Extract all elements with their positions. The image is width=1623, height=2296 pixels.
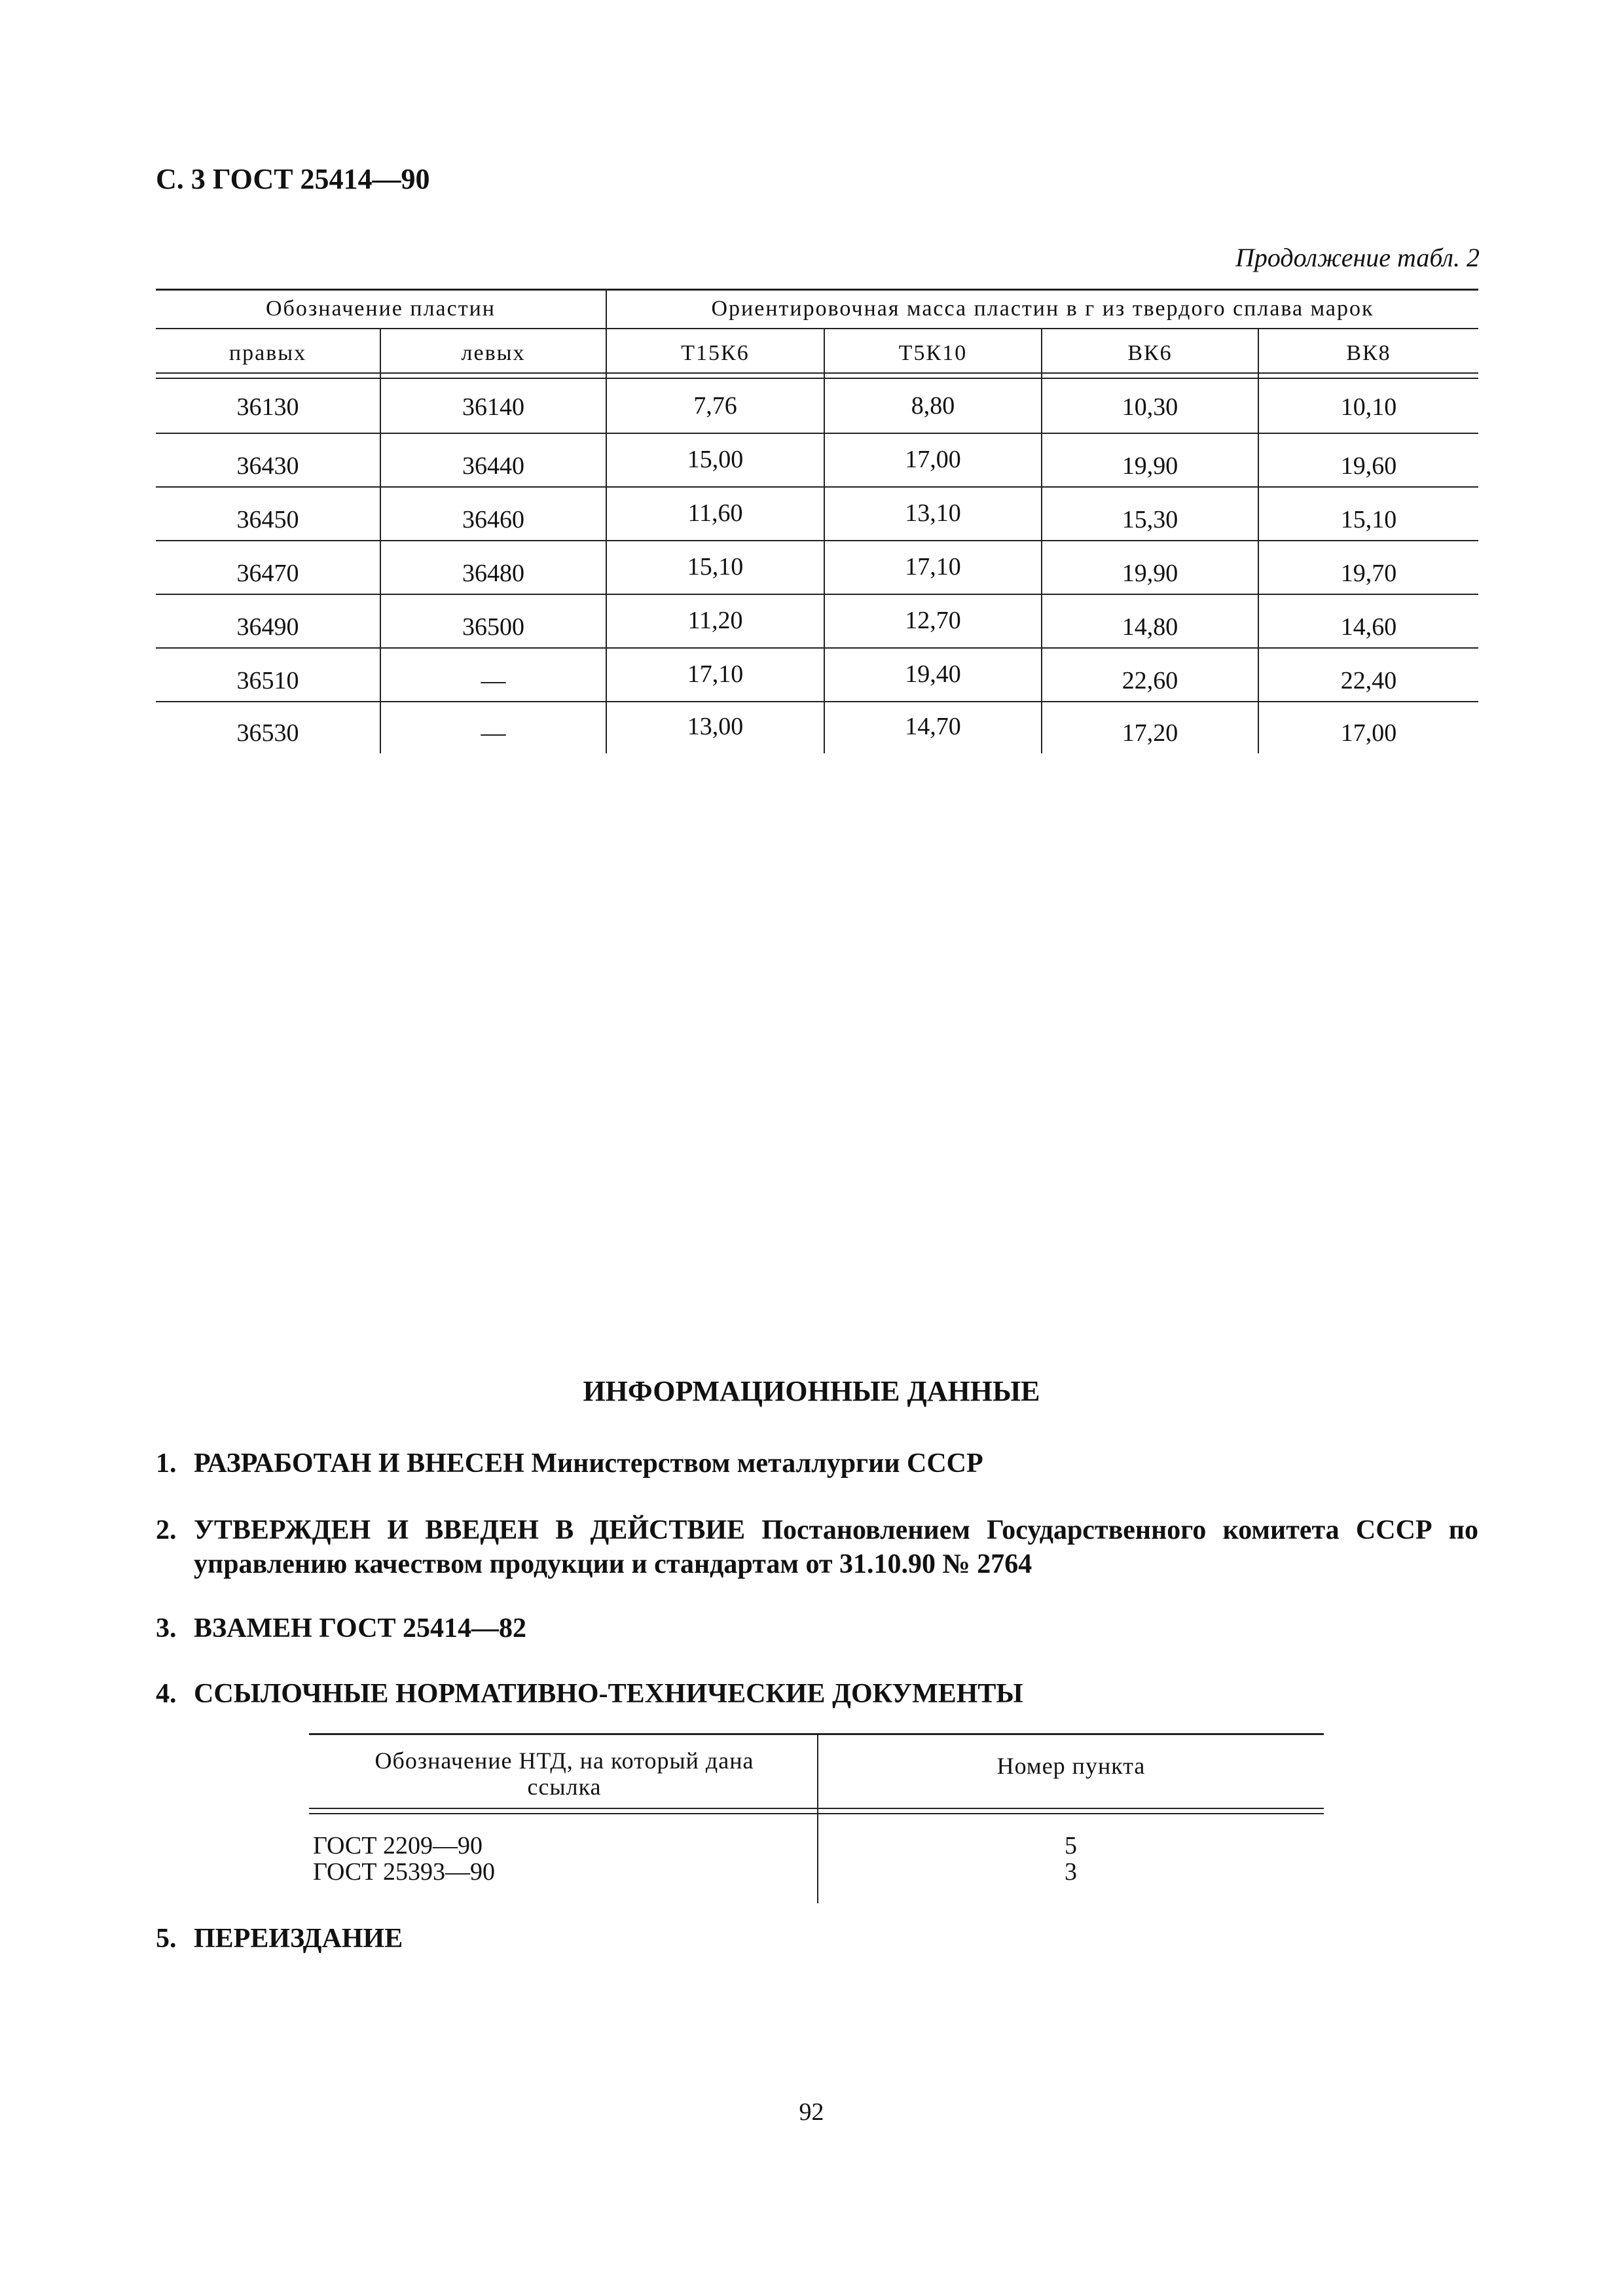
- table-cell: 15,00: [687, 446, 744, 473]
- table-cell: 36490: [236, 613, 299, 641]
- table-cell: 17,00: [1340, 719, 1397, 747]
- table-header-double-rule-1: [156, 372, 1478, 374]
- table-cell: 19,70: [1340, 560, 1397, 587]
- table-cell: 36480: [462, 560, 524, 587]
- ref-clause: 3: [1065, 1858, 1078, 1886]
- table-cell: 10,30: [1122, 393, 1178, 421]
- table-cell: 19,90: [1122, 452, 1178, 480]
- table-cell: 17,20: [1122, 719, 1178, 747]
- table-cell: 17,00: [905, 446, 961, 473]
- table-cell: 36470: [236, 560, 299, 587]
- item-lead: ВЗАМЕН ГОСТ 25414—82: [194, 1613, 527, 1643]
- table-cell: 8,80: [911, 392, 955, 420]
- row-rule: [156, 701, 1478, 702]
- ref-header-clause: Номер пункта: [996, 1753, 1146, 1779]
- ref-header-document: Обозначение НТД, на который дана ссылка: [374, 1748, 754, 1800]
- ref-doc: ГОСТ 25393—90: [313, 1858, 495, 1886]
- table-cell: —: [481, 667, 506, 694]
- table-cell: 36510: [236, 667, 299, 694]
- table-cell: 11,60: [687, 499, 743, 527]
- item-text: Постановлением Государственного комитета СССР по управлению качеством продукции и стандартам от 31.10.90 № 2764: [194, 1515, 1479, 1579]
- table-cell: 12,70: [905, 607, 961, 634]
- table-cell: 36140: [462, 393, 524, 421]
- row-rule: [156, 486, 1478, 488]
- ref-doc: ГОСТ 2209—90: [313, 1832, 483, 1859]
- table-cell: 14,70: [905, 713, 961, 740]
- table-cell: 36530: [236, 719, 299, 747]
- table-cell: 36460: [462, 506, 524, 533]
- item-number: 2.: [156, 1515, 177, 1545]
- references-table: [309, 1733, 1324, 1903]
- row-rule: [156, 594, 1478, 595]
- column-header-left: левых: [461, 341, 526, 365]
- table-cell: 36430: [236, 452, 299, 480]
- group-header-mass: Ориентировочная масса пластин в г из твердого сплава марок: [711, 296, 1374, 321]
- row-rule: [156, 647, 1478, 649]
- column-header-vk8: ВК8: [1346, 341, 1391, 365]
- table-cell: 17,10: [687, 660, 744, 688]
- table-cell: 15,10: [687, 553, 744, 581]
- table-cell: 36500: [462, 613, 524, 641]
- item-lead: ССЫЛОЧНЫЕ НОРМАТИВНО-ТЕХНИЧЕСКИЕ ДОКУМЕНТЫ: [194, 1679, 1023, 1709]
- table-cell: 22,60: [1122, 667, 1178, 694]
- page-number: 92: [799, 2098, 824, 2126]
- info-item-1: [156, 1446, 983, 1480]
- table-cell: 13,00: [687, 713, 744, 740]
- ref-clause: 5: [1065, 1832, 1078, 1859]
- item-lead: РАЗРАБОТАН И ВНЕСЕН: [194, 1448, 524, 1479]
- table-header-double-rule-2: [156, 378, 1478, 379]
- table-cell: 36130: [236, 393, 299, 421]
- item-number: 3.: [156, 1613, 177, 1643]
- table-cell: 19,40: [905, 660, 961, 688]
- ref-table-header-double-rule-2: [309, 1813, 1324, 1814]
- table-header-rule: [156, 328, 1478, 329]
- info-section-title: ИНФОРМАЦИОННЫЕ ДАННЫЕ: [583, 1375, 1040, 1407]
- ref-table-header-double-rule-1: [309, 1808, 1324, 1809]
- ref-table-top-rule: [309, 1733, 1324, 1735]
- plate-mass-table: [156, 289, 1478, 753]
- table-cell: 36440: [462, 452, 524, 480]
- row-rule: [156, 433, 1478, 434]
- table-cell: 11,20: [687, 607, 743, 634]
- item-lead: ПЕРЕИЗДАНИЕ: [194, 1924, 403, 1954]
- item-number: 4.: [156, 1679, 177, 1709]
- table-cell: 14,80: [1122, 613, 1178, 641]
- info-item-3: [156, 1611, 526, 1645]
- group-header-designation: Обозначение пластин: [266, 296, 496, 321]
- column-header-t15k6: Т15К6: [681, 341, 750, 365]
- table-cell: 15,30: [1122, 506, 1178, 533]
- item-text: Министерством металлургии СССР: [531, 1448, 983, 1479]
- table-cell: 7,76: [693, 392, 737, 420]
- info-item-4: [156, 1677, 1023, 1711]
- table-cell: 19,60: [1340, 452, 1397, 480]
- row-rule: [156, 540, 1478, 541]
- item-number: 5.: [156, 1924, 177, 1954]
- info-item-5: [156, 1922, 403, 1956]
- table-cell: 10,10: [1340, 393, 1397, 421]
- column-header-vk6: ВК6: [1127, 341, 1173, 365]
- table-cell: 13,10: [905, 499, 961, 527]
- table-top-rule: [156, 289, 1478, 291]
- table-cell: —: [481, 719, 506, 747]
- item-lead: УТВЕРЖДЕН И ВВЕДЕН В ДЕЙСТВИЕ: [194, 1515, 746, 1545]
- item-number: 1.: [156, 1448, 177, 1479]
- page-header: С. 3 ГОСТ 25414—90: [156, 163, 430, 195]
- table-cell: 36450: [236, 506, 299, 533]
- table-cell: 22,40: [1340, 667, 1397, 694]
- table-continuation-caption: Продолжение табл. 2: [1235, 243, 1480, 272]
- table-cell: 15,10: [1340, 506, 1397, 533]
- table-cell: 19,90: [1122, 560, 1178, 587]
- column-header-right: правых: [228, 341, 307, 365]
- info-item-2: [156, 1513, 1478, 1581]
- table-cell: 14,60: [1340, 613, 1397, 641]
- table-cell: 17,10: [905, 553, 961, 581]
- column-header-t5k10: Т5К10: [898, 341, 968, 365]
